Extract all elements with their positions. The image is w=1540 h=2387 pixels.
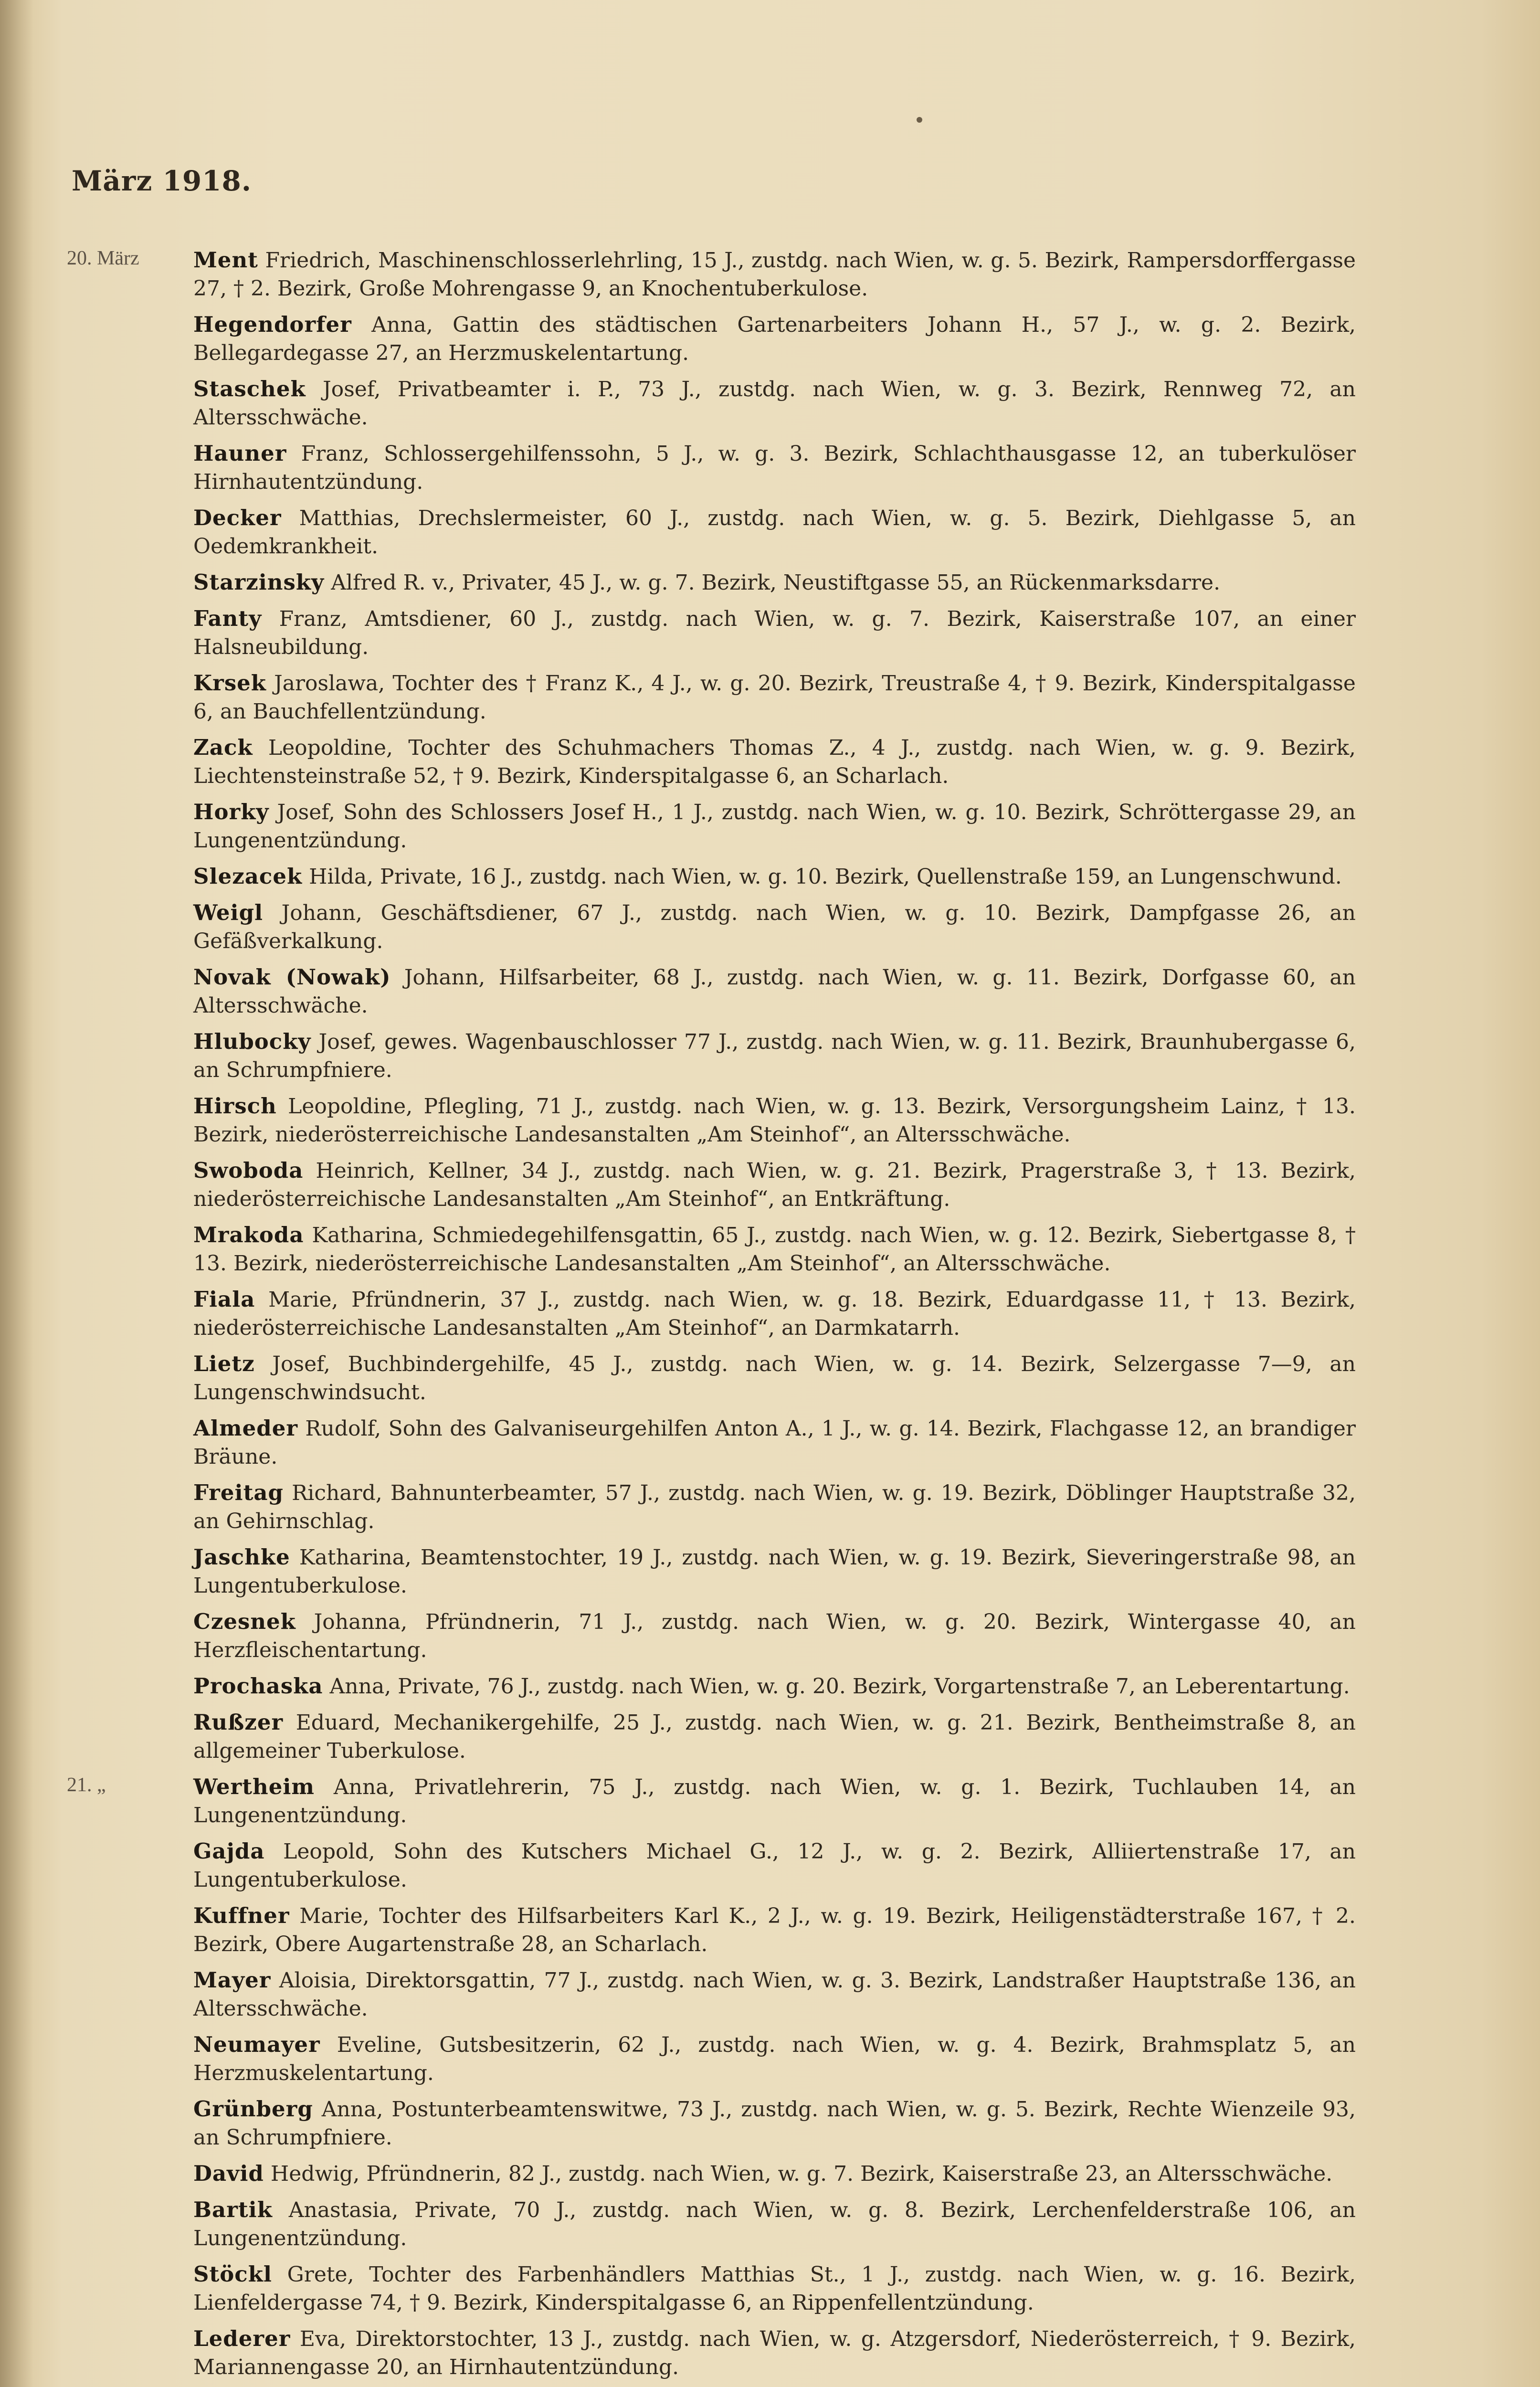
entry-text [193,504,1356,560]
register-entry [67,1414,1356,1471]
entry-text [193,310,1356,367]
entry-text [193,2196,1356,2252]
entry-details: Franz, Amtsdiener, 60 J., zustdg. nach Wien, w. g. 7. Bezirk, Kaiserstraße 107, an einer Halsneubildung. [193,607,1356,659]
entry-details: Hedwig, Pfründnerin, 82 J., zustdg. nach Wien, w. g. 7. Bezirk, Kaiserstraße 23, an Altersschwäche. [270,2162,1333,2186]
entry-text [193,963,1356,1020]
register-entry [67,2159,1356,2188]
register-entry [67,1966,1356,2023]
entry-surname: David [193,2161,264,2186]
entry-text [193,1543,1356,1600]
register-entry [67,1901,1356,1958]
entry-text [193,862,1356,891]
entry-surname: Ment [193,247,258,273]
entry-date: 20. März [67,247,139,269]
page-header: März 1918. [72,165,252,197]
register-entry [67,963,1356,1020]
entry-details: Katharina, Beamtenstochter, 19 J., zustdg. nach Wien, w. g. 19. Bezirk, Sieveringerstraße 98, an Lungentuberkulose. [193,1545,1356,1598]
entry-text [193,439,1356,496]
entry-surname: Hlubocky [193,1029,311,1054]
register-entry [67,798,1356,855]
entry-surname: Hegendorfer [193,312,352,337]
entry-text [193,1672,1356,1700]
register-entry [67,2030,1356,2087]
entry-details: Eva, Direktorstochter, 13 J., zustdg. nach Wien, w. g. Atzgersdorf, Niederösterreich, † 9. Bezirk, Mariannengasse 20, an Hirnhautentzündung. [193,2327,1356,2379]
entry-text [193,1221,1356,1278]
register-entry [67,604,1356,661]
register-entry [67,1837,1356,1894]
entry-surname: Freitag [193,1480,284,1505]
entry-details: Alfred R. v., Privater, 45 J., w. g. 7. Bezirk, Neustiftgasse 55, an Rückenmarksdarre. [331,570,1221,595]
entry-details: Friedrich, Maschinenschlosserlehrling, 15 J., zustdg. nach Wien, w. g. 5. Bezirk, Rampersdorffergasse 27, † 2. Bezirk, Große Mohrengasse 9, an Knochentuberkulose. [193,248,1356,301]
entry-surname: Kuffner [193,1903,290,1928]
entry-surname: Grünberg [193,2096,313,2122]
entry-surname: Staschek [193,376,306,401]
register-entry [67,246,1356,303]
register-entry [67,1543,1356,1600]
entry-details: Jaroslawa, Tochter des † Franz K., 4 J., w. g. 20. Bezirk, Treustraße 4, † 9. Bezirk, Kinderspitalgasse 6, an Bauchfellentzündung. [193,671,1356,724]
entry-details: Josef, Privatbeamter i. P., 73 J., zustdg. nach Wien, w. g. 3. Bezirk, Rennweg 72, an Altersschwäche. [193,377,1356,430]
entry-text [193,1479,1356,1535]
register-entry [67,1672,1356,1700]
entry-details: Johann, Geschäftsdiener, 67 J., zustdg. nach Wien, w. g. 10. Bezirk, Dampfgasse 26, an Gefäßverkalkung. [193,901,1356,953]
register-entry [67,1773,1356,1829]
entry-details: Franz, Schlossergehilfenssohn, 5 J., w. g. 3. Bezirk, Schlachthausgasse 12, an tuberkulöser Hirnhautentzündung. [193,442,1356,494]
entry-details: Leopold, Sohn des Kutschers Michael G., 12 J., w. g. 2. Bezirk, Alliiertenstraße 17, an Lungentuberkulose. [193,1839,1356,1892]
entry-details: Leopoldine, Tochter des Schuhmachers Thomas Z., 4 J., zustdg. nach Wien, w. g. 9. Bezirk, Liechtensteinstraße 52, † 9. Bezirk, Kinderspitalgasse 6, an Scharlach. [193,736,1356,788]
entry-text [193,1708,1356,1765]
entry-surname: Weigl [193,900,264,925]
register-entry [67,1479,1356,1535]
register-entry [67,1156,1356,1213]
entry-details: Heinrich, Kellner, 34 J., zustdg. nach Wien, w. g. 21. Bezirk, Pragerstraße 3, † 13. Bezirk, niederösterreichische Landesanstalten „Am Steinhof“, an Entkräftung. [193,1159,1356,1211]
entry-text [193,2260,1356,2317]
register-entry [67,1350,1356,1406]
entry-surname: Mrakoda [193,1222,304,1247]
entry-details: Marie, Tochter des Hilfsarbeiters Karl K., 2 J., w. g. 19. Bezirk, Heiligenstädterstraße 167, † 2. Bezirk, Obere Augartenstraße 28, an Scharlach. [193,1904,1356,1956]
entry-surname: Lietz [193,1351,255,1376]
register-entry [67,2196,1356,2252]
entry-details: Rudolf, Sohn des Galvaniseurgehilfen Anton A., 1 J., w. g. 14. Bezirk, Flachgasse 12, an brandiger Bräune. [193,1416,1356,1469]
entry-text [193,1156,1356,1213]
entry-text [193,1966,1356,2023]
entry-details: Anna, Postunterbeamtenswitwe, 73 J., zustdg. nach Wien, w. g. 5. Bezirk, Rechte Wienzeile 93, an Schrumpfniere. [193,2097,1356,2150]
entry-surname: Prochaska [193,1673,323,1699]
entry-surname: Novak (Nowak) [193,964,391,990]
register-entry [67,568,1356,597]
entry-surname: Bartik [193,2197,273,2222]
entry-text [193,733,1356,790]
entry-details: Aloisia, Direktorsgattin, 77 J., zustdg. nach Wien, w. g. 3. Bezirk, Landstraßer Hauptstraße 136, an Altersschwäche. [193,1968,1356,2021]
entry-surname: Almeder [193,1415,298,1441]
register-entry [67,1607,1356,1664]
entry-surname: Wertheim [193,1774,315,1799]
entry-text [193,1901,1356,1958]
entry-surname: Fiala [193,1287,255,1312]
register-entry [67,669,1356,726]
register-entry [67,2260,1356,2317]
binding-shadow [0,0,33,2387]
entry-text [193,1773,1356,1829]
entry-text [193,1350,1356,1406]
register-entry [67,2324,1356,2381]
entry-text [193,1027,1356,1084]
entry-details: Anastasia, Private, 70 J., zustdg. nach Wien, w. g. 8. Bezirk, Lerchenfelderstraße 106, an Lungenentzündung. [193,2198,1356,2250]
register-entry [67,1221,1356,1278]
entry-details: Josef, Sohn des Schlossers Josef H., 1 J., zustdg. nach Wien, w. g. 10. Bezirk, Schröttergasse 29, an Lungenentzündung. [193,800,1356,853]
entry-details: Leopoldine, Pflegling, 71 J., zustdg. nach Wien, w. g. 13. Bezirk, Versorgungsheim Lainz, † 13. Bezirk, niederösterreichische Landesanstalten „Am Steinhof“, an Altersschwäche. [193,1094,1356,1147]
entry-details: Anna, Gattin des städtischen Gartenarbeiters Johann H., 57 J., w. g. 2. Bezirk, Bellegardegasse 27, an Herzmuskelentartung. [193,313,1356,365]
entry-surname: Rußzer [193,1710,284,1735]
register-entry [67,504,1356,560]
entry-surname: Zack [193,735,253,760]
register-entry [67,2095,1356,2152]
entry-text [193,2324,1356,2381]
entry-details: Anna, Private, 76 J., zustdg. nach Wien, w. g. 20. Bezirk, Vorgartenstraße 7, an Leberentartung. [329,1674,1350,1699]
entry-date: 21. „ [67,1774,106,1796]
entry-details: Johanna, Pfründnerin, 71 J., zustdg. nach Wien, w. g. 20. Bezirk, Wintergasse 40, an Herzfleischentartung. [193,1610,1356,1662]
entry-surname: Decker [193,505,282,530]
entry-surname: Lederer [193,2326,291,2351]
entry-details: Josef, Buchbindergehilfe, 45 J., zustdg. nach Wien, w. g. 14. Bezirk, Selzergasse 7—9, an Lungenschwindsucht. [193,1352,1356,1405]
entry-text [193,604,1356,661]
entry-surname: Slezacek [193,864,303,889]
entry-details: Josef, gewes. Wagenbauschlosser 77 J., zustdg. nach Wien, w. g. 11. Bezirk, Braunhubergasse 6, an Schrumpfniere. [193,1030,1356,1082]
entry-details: Marie, Pfründnerin, 37 J., zustdg. nach Wien, w. g. 18. Bezirk, Eduardgasse 11, † 13. Bezirk, niederösterreichische Landesanstalten „Am Steinhof“, an Darmkatarrh. [193,1288,1356,1340]
entry-details: Eduard, Mechanikergehilfe, 25 J., zustdg. nach Wien, w. g. 21. Bezirk, Bentheimstraße 8, an allgemeiner Tuberkulose. [193,1711,1356,1763]
register-entry [67,1092,1356,1149]
entry-surname: Czesnek [193,1609,296,1634]
register-entry [67,1708,1356,1765]
entry-text [193,568,1356,597]
entry-surname: Mayer [193,1967,271,1993]
entry-surname: Horky [193,799,269,824]
entry-text [193,1414,1356,1471]
entry-details: Grete, Tochter des Farbenhändlers Matthias St., 1 J., zustdg. nach Wien, w. g. 16. Bezirk, Lienfeldergasse 74, † 9. Bezirk, Kinderspitalgasse 6, an Rippenfellentzündung. [193,2262,1356,2315]
entry-text [193,246,1356,303]
register-entry [67,898,1356,955]
entry-surname: Starzinsky [193,570,325,595]
entry-text [193,375,1356,432]
entry-text [193,1607,1356,1664]
entry-details: Katharina, Schmiedegehilfensgattin, 65 J., zustdg. nach Wien, w. g. 12. Bezirk, Siebertgasse 8, † 13. Bezirk, niederösterreichische Landesanstalten „Am Steinhof“, an Altersschwäche. [193,1223,1356,1276]
entry-details: Richard, Bahnunterbeamter, 57 J., zustdg. nach Wien, w. g. 19. Bezirk, Döblinger Hauptstraße 32, an Gehirnschlag. [193,1481,1356,1533]
entry-surname: Stöckl [193,2261,272,2287]
entry-text [193,1285,1356,1342]
entry-text [193,798,1356,855]
entry-surname: Hirsch [193,1093,277,1119]
entry-surname: Jaschke [193,1544,290,1570]
register-entry [67,733,1356,790]
entry-surname: Swoboda [193,1158,304,1183]
register-entry [67,862,1356,891]
register-entry [67,375,1356,432]
entry-text [193,2030,1356,2087]
entry-text [193,1837,1356,1894]
entry-surname: Hauner [193,441,287,466]
entry-surname: Gajda [193,1838,265,1864]
ink-dot [917,117,922,123]
entry-surname: Krsek [193,670,266,696]
entry-text [193,669,1356,726]
entry-surname: Neumayer [193,2032,320,2057]
entry-details: Eveline, Gutsbesitzerin, 62 J., zustdg. nach Wien, w. g. 4. Bezirk, Brahmsplatz 5, an Herzmuskelentartung. [193,2033,1356,2085]
entry-text [193,898,1356,955]
entry-surname: Fanty [193,606,262,631]
register-entry [67,1027,1356,1084]
entry-text [193,2095,1356,2152]
death-register-list [67,246,1356,2387]
entry-text [193,1092,1356,1149]
entry-details: Anna, Privatlehrerin, 75 J., zustdg. nach Wien, w. g. 1. Bezirk, Tuchlauben 14, an Lungenentzündung. [193,1775,1356,1827]
entry-details: Hilda, Private, 16 J., zustdg. nach Wien, w. g. 10. Bezirk, Quellenstraße 159, an Lungenschwund. [309,865,1342,889]
register-entry [67,1285,1356,1342]
entry-text [193,2159,1356,2188]
register-entry [67,310,1356,367]
entry-details: Johann, Hilfsarbeiter, 68 J., zustdg. nach Wien, w. g. 11. Bezirk, Dorfgasse 60, an Altersschwäche. [193,965,1356,1018]
entry-details: Matthias, Drechslermeister, 60 J., zustdg. nach Wien, w. g. 5. Bezirk, Diehlgasse 5, an Oedemkrankheit. [193,506,1356,559]
register-entry [67,439,1356,496]
